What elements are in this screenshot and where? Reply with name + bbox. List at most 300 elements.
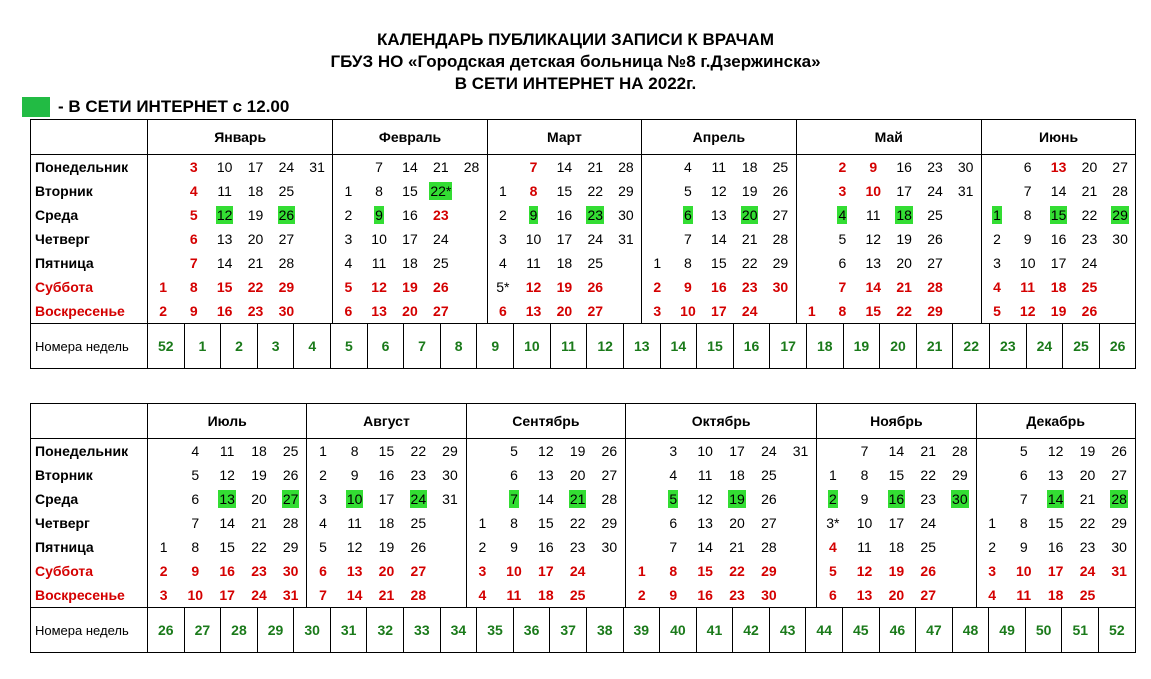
date-value: 3 [669, 443, 678, 459]
date-cell [785, 439, 817, 464]
date-cell [721, 511, 753, 535]
date-cell [148, 203, 179, 227]
date-value: 21 [251, 515, 267, 531]
weekday-row [31, 251, 1136, 275]
date-value: 1 [159, 279, 168, 295]
date-value: 16 [1050, 231, 1067, 247]
date-cell [271, 275, 302, 299]
date-value: 11 [865, 207, 881, 223]
date-cell [1103, 463, 1135, 487]
date-value: 28 [278, 255, 295, 271]
date-value: 11 [711, 159, 727, 175]
week-number: 30 [293, 608, 330, 652]
date-cell [302, 251, 333, 275]
date-cell [466, 487, 498, 511]
date-value: 18 [888, 539, 905, 555]
date-cell [817, 559, 849, 583]
date-cell [562, 559, 594, 583]
date-value: 11 [506, 587, 522, 603]
date-value: 25 [282, 443, 299, 459]
week-number: 5 [330, 324, 367, 368]
week-number: 44 [805, 608, 842, 652]
date-value: 22 [896, 303, 912, 319]
date-value: 1 [637, 563, 646, 579]
date-cell [456, 251, 487, 275]
date-value: 2 [653, 279, 662, 295]
date-cell [530, 439, 562, 464]
weekday-row [31, 203, 1136, 227]
weekday-row [31, 179, 1136, 203]
date-value: 16 [538, 539, 554, 555]
date-value: 15 [1050, 207, 1067, 223]
date-cell [611, 179, 642, 203]
date-value: 15 [556, 183, 573, 199]
date-value: 9 [860, 491, 869, 507]
month-header: Июнь [981, 120, 1135, 155]
date-value: 22 [251, 539, 267, 555]
date-value: 13 [711, 207, 727, 223]
date-value: 3 [653, 303, 662, 319]
date-value: 18 [251, 443, 267, 459]
date-value: 2 [159, 303, 168, 319]
date-cell [371, 583, 403, 608]
date-value: 3* [826, 515, 840, 531]
date-cell [703, 251, 734, 275]
date-cell [580, 155, 611, 180]
date-cell [765, 203, 796, 227]
date-value: 14 [888, 443, 905, 459]
date-cell [434, 535, 466, 559]
date-cell [950, 227, 981, 251]
date-cell [549, 251, 580, 275]
date-value: 31 [792, 443, 809, 459]
date-cell [580, 251, 611, 275]
date-cell [211, 439, 243, 464]
date-value: 27 [433, 303, 449, 319]
week-number: 45 [842, 608, 879, 652]
date-cell [689, 463, 721, 487]
date-cell [689, 439, 721, 464]
highlighted-date [580, 203, 611, 227]
date-cell [402, 583, 434, 608]
week-number: 18 [806, 324, 843, 368]
date-cell [976, 463, 1008, 487]
date-cell [1103, 583, 1135, 608]
date-cell [920, 275, 951, 299]
date-value: 16 [888, 491, 905, 507]
date-value: 12 [371, 279, 387, 295]
date-cell [307, 463, 339, 487]
date-cell [673, 251, 704, 275]
date-value: 23 [927, 159, 943, 175]
date-value: 19 [556, 279, 573, 295]
date-value: 21 [587, 159, 604, 175]
date-cell [425, 203, 456, 227]
date-cell [721, 535, 753, 559]
date-cell [211, 583, 243, 608]
date-cell [1008, 439, 1040, 464]
date-cell [1008, 487, 1040, 511]
date-value: 6 [669, 515, 678, 531]
date-value: 25 [761, 467, 777, 483]
date-value: 9 [510, 539, 518, 555]
highlighted-date [209, 203, 240, 227]
date-cell [858, 227, 889, 251]
date-value: 14 [711, 231, 727, 247]
date-value: 17 [378, 491, 395, 507]
date-cell [549, 299, 580, 324]
date-cell [1072, 535, 1104, 559]
date-cell [371, 559, 403, 583]
date-cell [689, 511, 721, 535]
date-value: 30 [1111, 539, 1127, 555]
date-value: 6 [1023, 159, 1032, 175]
date-cell [395, 179, 426, 203]
date-value: 21 [729, 539, 745, 555]
date-value: 6 [510, 467, 518, 483]
date-cell [880, 583, 912, 608]
date-value: 19 [741, 183, 758, 199]
date-cell [275, 439, 307, 464]
date-cell [889, 179, 920, 203]
date-value: 8 [350, 443, 359, 459]
date-cell [1008, 583, 1040, 608]
date-value: 20 [1081, 159, 1098, 175]
date-value: 1 [653, 255, 662, 271]
date-value: 8 [191, 539, 200, 555]
week-number: 9 [476, 324, 513, 368]
date-cell [912, 559, 944, 583]
date-value: 14 [346, 587, 363, 603]
date-cell [734, 251, 765, 275]
date-value: 20 [378, 563, 395, 579]
date-cell [466, 511, 498, 535]
date-value: 16 [697, 587, 713, 603]
date-cell [148, 439, 180, 464]
date-cell [518, 227, 549, 251]
date-cell [395, 155, 426, 180]
date-cell [920, 203, 951, 227]
date-value: 12 [856, 563, 873, 579]
highlighted-date [981, 203, 1012, 227]
date-value: 4 [988, 587, 997, 603]
week-number: 2 [220, 324, 257, 368]
date-cell [425, 251, 456, 275]
date-value: 21 [896, 279, 912, 295]
date-value: 24 [1081, 255, 1098, 271]
week-number: 23 [989, 324, 1026, 368]
date-cell [1012, 227, 1043, 251]
date-cell [1040, 511, 1072, 535]
date-value: 27 [927, 255, 943, 271]
date-cell [271, 251, 302, 275]
date-cell [302, 179, 333, 203]
month-header: Февраль [333, 120, 487, 155]
date-cell [148, 179, 179, 203]
date-value: 16 [896, 159, 912, 175]
date-cell [333, 251, 364, 275]
date-cell [271, 299, 302, 324]
date-cell [785, 511, 817, 535]
weekday-label: Понедельник [31, 155, 148, 180]
date-cell [456, 275, 487, 299]
date-value: 18 [538, 587, 554, 603]
date-cell [178, 179, 209, 203]
date-cell [271, 155, 302, 180]
date-cell [562, 463, 594, 487]
week-number: 34 [440, 608, 477, 652]
date-cell [858, 179, 889, 203]
date-cell [549, 227, 580, 251]
date-value: 17 [219, 587, 235, 603]
date-value: 9 [375, 207, 383, 223]
date-value: 8 [1019, 515, 1028, 531]
week-number: 26 [1099, 324, 1136, 368]
date-cell [456, 227, 487, 251]
date-value: 11 [371, 255, 387, 271]
date-value: 23 [1079, 539, 1096, 555]
date-value: 30 [618, 207, 634, 223]
date-value: 14 [538, 491, 554, 507]
date-value: 24 [587, 231, 604, 247]
date-cell [611, 155, 642, 180]
date-value: 18 [1050, 279, 1067, 295]
date-value: 25 [433, 255, 449, 271]
date-value: 5 [191, 467, 200, 483]
date-value: 10 [216, 159, 233, 175]
date-cell [1072, 559, 1104, 583]
date-cell [912, 583, 944, 608]
date-cell [626, 559, 658, 583]
highlighted-date [1105, 203, 1136, 227]
date-cell [1012, 275, 1043, 299]
date-cell [721, 583, 753, 608]
date-value: 20 [569, 467, 586, 483]
weekday-row [31, 463, 1136, 487]
date-value: 23 [247, 303, 264, 319]
date-value: 23 [569, 539, 586, 555]
date-cell [594, 559, 626, 583]
date-cell [243, 511, 275, 535]
date-value: 30 [952, 491, 968, 507]
date-value: 14 [1050, 183, 1067, 199]
week-number: 39 [623, 608, 660, 652]
date-cell [466, 463, 498, 487]
date-cell [425, 227, 456, 251]
date-value: 6 [498, 303, 507, 319]
date-cell [785, 583, 817, 608]
date-value: 3 [498, 231, 507, 247]
date-cell [466, 439, 498, 464]
date-cell [703, 203, 734, 227]
week-numbers-label: Номера недель [31, 608, 148, 653]
date-value: 2 [159, 563, 168, 579]
date-cell [950, 203, 981, 227]
date-value: 18 [402, 255, 418, 271]
date-value: 17 [247, 159, 264, 175]
date-cell [487, 227, 518, 251]
date-value: 10 [680, 303, 696, 319]
date-value: 11 [219, 443, 235, 459]
week-number: 48 [952, 608, 989, 652]
date-cell [657, 535, 689, 559]
date-value: 5 [1019, 443, 1028, 459]
date-cell [240, 299, 271, 324]
date-value: 28 [601, 491, 618, 507]
month-header: Октябрь [626, 404, 817, 439]
date-value: 2 [498, 207, 507, 223]
week-number: 43 [769, 608, 806, 652]
date-value: 13 [538, 467, 554, 483]
date-cell [211, 463, 243, 487]
date-cell [402, 463, 434, 487]
date-cell [880, 535, 912, 559]
weekday-row [31, 511, 1136, 535]
date-value: 29 [601, 515, 618, 531]
week-number: 8 [440, 324, 477, 368]
date-cell [753, 559, 785, 583]
date-cell [148, 299, 179, 324]
date-cell [1012, 203, 1043, 227]
highlighted-date [364, 203, 395, 227]
date-cell [858, 275, 889, 299]
date-value: 16 [556, 207, 573, 223]
date-cell [626, 439, 658, 464]
date-value: 28 [618, 159, 634, 175]
date-value: 11 [1016, 587, 1032, 603]
date-cell [333, 179, 364, 203]
weekday-label: Воскресенье [31, 299, 148, 324]
date-cell [721, 559, 753, 583]
legend-text: - В СЕТИ ИНТЕРНЕТ с 12.00 [58, 97, 290, 116]
date-cell [673, 179, 704, 203]
date-value: 13 [1047, 467, 1064, 483]
date-value: 4 [319, 515, 327, 531]
date-cell [307, 583, 339, 608]
date-cell [765, 179, 796, 203]
week-number: 10 [513, 324, 550, 368]
date-value: 3 [189, 159, 198, 175]
date-cell [1043, 299, 1074, 324]
date-cell [148, 559, 180, 583]
date-cell [339, 583, 371, 608]
highlighted-date [889, 203, 920, 227]
date-cell [333, 155, 364, 180]
week-number: 42 [732, 608, 769, 652]
date-value: 19 [247, 207, 264, 223]
date-value: 15 [219, 539, 235, 555]
date-value: 8 [669, 563, 678, 579]
date-cell [796, 179, 827, 203]
date-cell [148, 227, 179, 251]
date-value: 16 [1047, 539, 1064, 555]
date-value: 10 [1016, 563, 1032, 579]
date-cell [333, 299, 364, 324]
calendar-second-half [30, 403, 1136, 653]
date-value: 9 [191, 563, 200, 579]
weekday-label: Среда [31, 203, 148, 227]
date-cell [307, 559, 339, 583]
date-cell [734, 155, 765, 180]
date-value: 20 [402, 303, 418, 319]
date-value: 3 [993, 255, 1001, 271]
date-cell [562, 535, 594, 559]
date-cell [920, 299, 951, 324]
weekday-label: Воскресенье [31, 583, 148, 608]
date-value: 11 [217, 183, 232, 199]
date-value: 28 [761, 539, 777, 555]
date-value: 31 [1111, 563, 1127, 579]
date-value: 19 [251, 467, 267, 483]
date-cell [498, 559, 530, 583]
date-cell [243, 487, 275, 511]
date-value: 23 [920, 491, 936, 507]
date-cell [976, 511, 1008, 535]
date-cell [530, 511, 562, 535]
week-number: 37 [549, 608, 586, 652]
week-numbers-cells [148, 608, 1136, 653]
highlighted-date [734, 203, 765, 227]
date-cell [920, 251, 951, 275]
week-number: 40 [659, 608, 696, 652]
date-value: 20 [1079, 467, 1096, 483]
weekday-row [31, 559, 1136, 583]
date-value: 7 [838, 279, 847, 295]
date-cell [434, 487, 466, 511]
date-value: 22* [430, 183, 452, 199]
date-value: 12 [1019, 303, 1036, 319]
date-cell [1008, 463, 1040, 487]
week-numbers-row [31, 608, 1136, 653]
date-value: 7 [684, 231, 692, 247]
date-value: 12 [697, 491, 713, 507]
date-cell [849, 463, 881, 487]
date-cell [1012, 155, 1043, 180]
date-cell [944, 535, 976, 559]
date-value: 22 [569, 515, 586, 531]
week-number: 4 [293, 324, 330, 368]
date-value: 22 [410, 443, 427, 459]
date-value: 1 [478, 515, 487, 531]
date-value: 15 [1047, 515, 1064, 531]
date-cell [858, 203, 889, 227]
date-cell [849, 511, 881, 535]
date-cell [487, 155, 518, 180]
date-cell [642, 251, 673, 275]
week-number: 20 [879, 324, 916, 368]
date-value: 29 [1112, 207, 1128, 223]
month-header: Май [796, 120, 981, 155]
date-value: 23 [410, 467, 427, 483]
date-cell [817, 535, 849, 559]
date-value: 29 [772, 255, 789, 271]
date-cell [466, 559, 498, 583]
week-number: 19 [843, 324, 880, 368]
date-value: 14 [402, 159, 418, 175]
date-cell [796, 299, 827, 324]
date-cell [920, 227, 951, 251]
date-cell [179, 535, 211, 559]
date-value: 3 [159, 587, 168, 603]
date-value: 19 [729, 491, 745, 507]
date-cell [673, 275, 704, 299]
month-header: Сентябрь [466, 404, 625, 439]
weekday-label: Вторник [31, 463, 148, 487]
date-cell [240, 275, 271, 299]
date-cell [395, 227, 426, 251]
date-cell [211, 511, 243, 535]
date-cell [395, 275, 426, 299]
